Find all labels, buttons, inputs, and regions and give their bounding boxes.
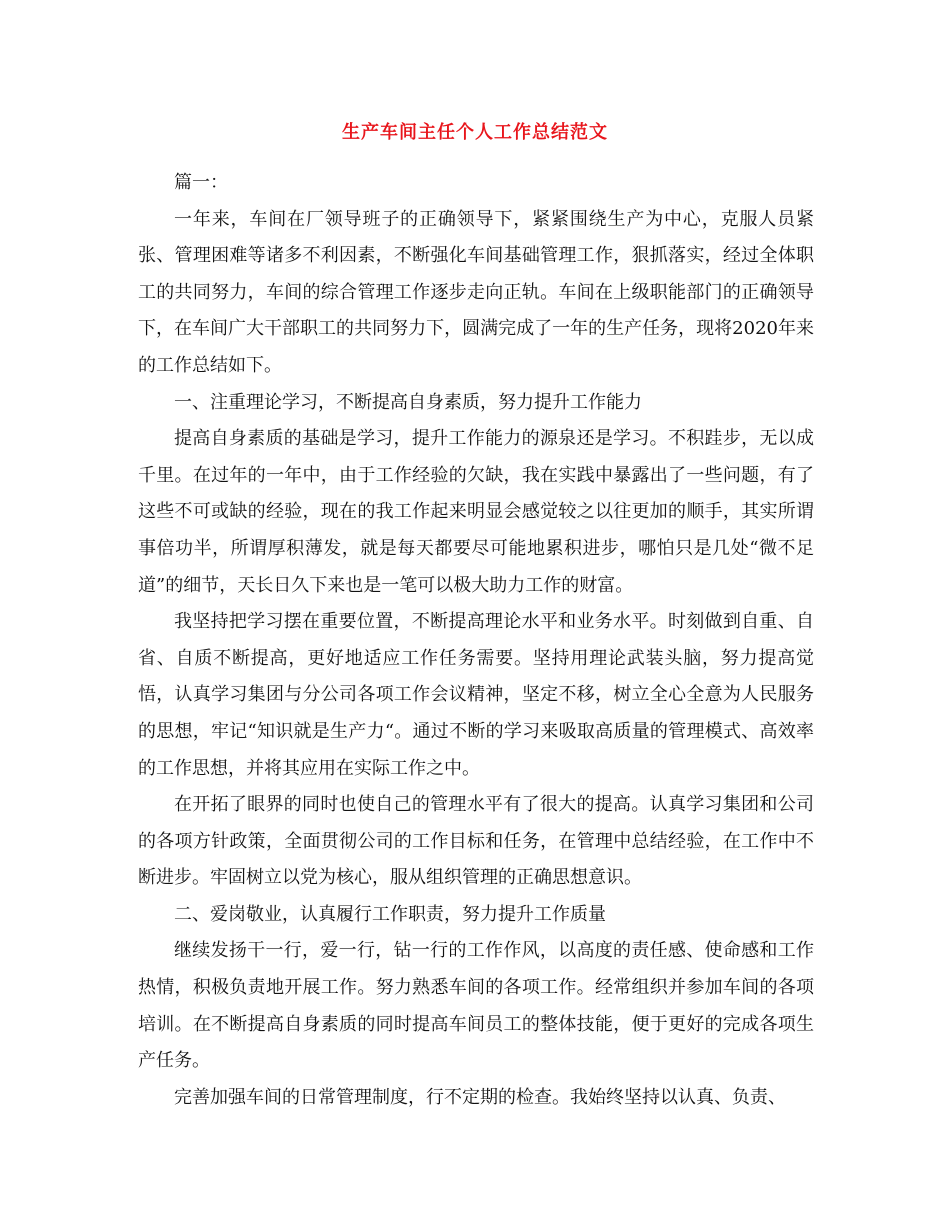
paragraph-management: 在开拓了眼界的同时也使自己的管理水平有了很大的提高。认真学习集团和公司的各项方针政策，全面贯彻公司的工作目标和任务，在管理中总结经验，在工作中不断进步。牢固树立以党为核心，服从组织管理的正确思想意识。 (138, 794, 814, 889)
paragraph-intro: 一年来，车间在厂领导班子的正确领导下，紧紧围绕生产为中心，克服人员紧张、管理困难等诸多不利因素，不断强化车间基础管理工作，狠抓落实，经过全体职工的共同努力，车间的综合管理工作逐步走向正轨。车间在上级职能部门的正确领导下，在车间广大干部职工的共同努力下，圆满完成了一年的生产任务，现将2020年来的工作总结如下。 (138, 208, 814, 376)
paragraph-section-label: 篇一： (174, 172, 228, 193)
paragraph-learning: 提高自身素质的基础是学习，提升工作能力的源泉还是学习。不积跬步，无以成千里。在过年的一年中，由于工作经验的欠缺，我在实践中暴露出了一些问题，有了这些不可或缺的经验，现在的我工作起来明显会感觉较之以往更加的顺手，其实所谓事倍功半，所谓厚积薄发，就是每天都要尽可能地累积进步，哪怕只是几处“微不足道”的细节，天长日久下来也是一笔可以极大助力工作的财富。 (138, 428, 814, 596)
heading-section-two: 二、爱岗敬业，认真履行工作职责，努力提升工作质量 (174, 903, 606, 925)
heading-section-one: 一、注重理论学习，不断提高自身素质，努力提升工作能力 (174, 391, 642, 413)
document-body (138, 165, 814, 1116)
paragraph-theory: 我坚持把学习摆在重要位置，不断提高理论水平和业务水平。时刻做到自重、自省、自质不断提高，更好地适应工作任务需要。坚持用理论武装头脑，努力提高觉悟，认真学习集团与分公司各项工作会议精神，坚定不移，树立全心全意为人民服务的思想，牢记“知识就是生产力“。通过不断的学习来吸取高质量的管理模式、高效率的工作思想，并将其应用在实际工作之中。 (138, 611, 814, 779)
paragraph-rules: 完善加强车间的日常管理制度，行不定期的检查。我始终坚持以认真、负责、 (174, 1086, 786, 1108)
paragraph-dedication: 继续发扬干一行，爱一行，钻一行的工作作风，以高度的责任感、使命感和工作热情，积极负责地开展工作。努力熟悉车间的各项工作。经常组织并参加车间的各项培训。在不断提高自身素质的同时提高车间员工的整体技能，便于更好的完成各项生产任务。 (138, 940, 814, 1072)
document-title: 生产车间主任个人工作总结范文 (342, 122, 608, 143)
